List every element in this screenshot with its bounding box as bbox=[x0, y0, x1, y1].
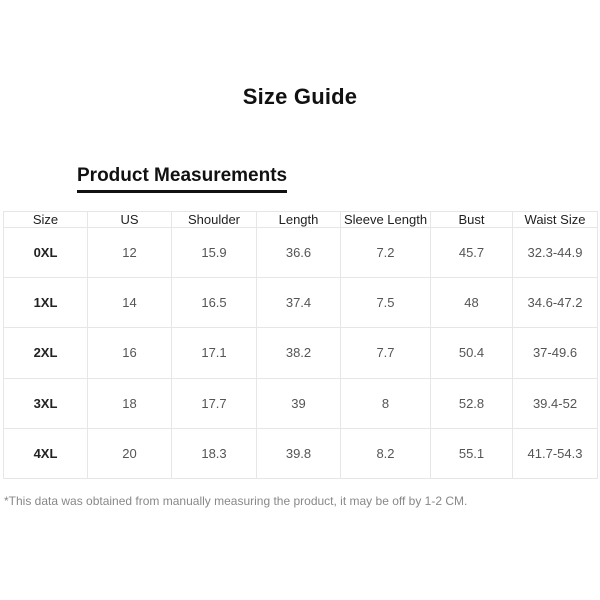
cell-bust: 50.4 bbox=[431, 328, 513, 378]
cell-sleeve-length: 7.5 bbox=[341, 278, 431, 328]
table-row bbox=[4, 228, 598, 278]
header-shoulder: Shoulder bbox=[172, 212, 257, 228]
cell-sleeve-length: 8 bbox=[341, 378, 431, 428]
cell-bust: 48 bbox=[431, 278, 513, 328]
header-waist-size: Waist Size bbox=[513, 212, 598, 228]
cell-shoulder: 17.1 bbox=[172, 328, 257, 378]
cell-length: 39.8 bbox=[257, 428, 341, 478]
cell-waist-size: 39.4-52 bbox=[513, 378, 598, 428]
cell-length: 37.4 bbox=[257, 278, 341, 328]
cell-length: 36.6 bbox=[257, 228, 341, 278]
page-title: Size Guide bbox=[242, 84, 358, 109]
cell-bust: 55.1 bbox=[431, 428, 513, 478]
cell-size: 4XL bbox=[4, 428, 88, 478]
table-header-row bbox=[4, 212, 598, 228]
header-length: Length bbox=[257, 212, 341, 228]
table-row bbox=[4, 378, 598, 428]
cell-shoulder: 15.9 bbox=[172, 228, 257, 278]
cell-waist-size: 34.6-47.2 bbox=[513, 278, 598, 328]
size-table bbox=[3, 211, 598, 479]
header-size: Size bbox=[4, 212, 88, 228]
cell-shoulder: 18.3 bbox=[172, 428, 257, 478]
section-heading: Product Measurements bbox=[77, 165, 287, 193]
cell-length: 39 bbox=[257, 378, 341, 428]
cell-size: 2XL bbox=[4, 328, 88, 378]
cell-us: 16 bbox=[88, 328, 172, 378]
cell-shoulder: 16.5 bbox=[172, 278, 257, 328]
table-row bbox=[4, 278, 598, 328]
cell-waist-size: 37-49.6 bbox=[513, 328, 598, 378]
cell-bust: 52.8 bbox=[431, 378, 513, 428]
cell-us: 14 bbox=[88, 278, 172, 328]
cell-waist-size: 32.3-44.9 bbox=[513, 228, 598, 278]
section-heading-wrap bbox=[77, 165, 287, 193]
cell-sleeve-length: 7.7 bbox=[341, 328, 431, 378]
cell-length: 38.2 bbox=[257, 328, 341, 378]
header-sleeve-length: Sleeve Length bbox=[341, 212, 431, 228]
table-row bbox=[4, 328, 598, 378]
cell-sleeve-length: 7.2 bbox=[341, 228, 431, 278]
cell-size: 3XL bbox=[4, 378, 88, 428]
cell-sleeve-length: 8.2 bbox=[341, 428, 431, 478]
cell-us: 12 bbox=[88, 228, 172, 278]
cell-size: 1XL bbox=[4, 278, 88, 328]
measurement-disclaimer: *This data was obtained from manually measuring the product, it may be off by 1-2 CM. bbox=[4, 494, 468, 508]
cell-us: 18 bbox=[88, 378, 172, 428]
header-bust: Bust bbox=[431, 212, 513, 228]
table-row bbox=[4, 428, 598, 478]
cell-bust: 45.7 bbox=[431, 228, 513, 278]
cell-shoulder: 17.7 bbox=[172, 378, 257, 428]
cell-size: 0XL bbox=[4, 228, 88, 278]
cell-us: 20 bbox=[88, 428, 172, 478]
header-us: US bbox=[88, 212, 172, 228]
cell-waist-size: 41.7-54.3 bbox=[513, 428, 598, 478]
